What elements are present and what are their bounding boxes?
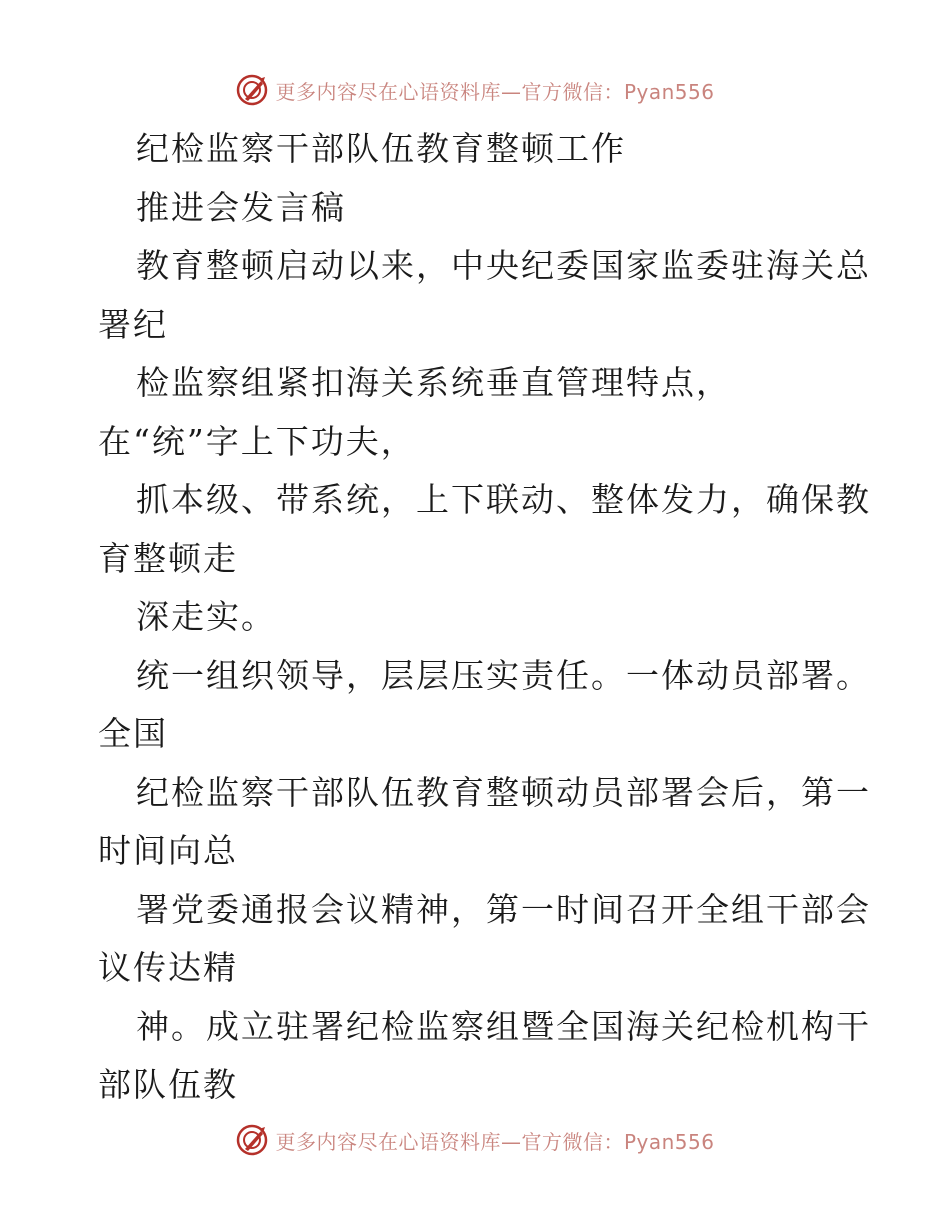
text-line: 议传达精: [98, 948, 238, 987]
text-line: 教育整顿启动以来，中央纪委国家监委驻海关总: [136, 246, 871, 285]
text-line: 统一组织领导，层层压实责任。一体动员部署。: [136, 655, 871, 695]
watermark-footer: [0, 1120, 950, 1160]
watermark-text: 更多内容尽在心语资料库—官方微信：Pyan556: [275, 79, 715, 104]
text-line: 抓本级、带系统，上下联动、整体发力，确保教: [136, 480, 871, 519]
brand-logo-icon: [235, 73, 269, 107]
text-line: 部队伍教: [98, 1065, 238, 1104]
text-line: 全国: [98, 714, 168, 753]
text-line: 纪检监察干部队伍教育整顿工作: [136, 129, 626, 168]
text-line: 深走实。: [136, 597, 276, 636]
watermark-header: [0, 70, 950, 110]
text-line: 署纪: [98, 304, 168, 344]
text-line: 时间向总: [98, 831, 238, 870]
text-line: 纪检监察干部队伍教育整顿动员部署会后，第一: [136, 772, 871, 812]
brand-logo-icon: [235, 1123, 269, 1157]
text-line: 署党委通报会议精神，第一时间召开全组干部会: [136, 889, 871, 929]
text-line: 育整顿走: [98, 538, 238, 578]
text-line: 在“统”字上下功夫，: [98, 421, 416, 461]
text-line: 神。成立驻署纪检监察组暨全国海关纪检机构干: [136, 1006, 871, 1046]
document-body: [98, 120, 871, 1115]
text-line: 推进会发言稿: [136, 187, 346, 227]
watermark-text: 更多内容尽在心语资料库—官方微信：Pyan556: [275, 1129, 715, 1154]
text-line: 检监察组紧扣海关系统垂直管理特点，: [136, 363, 731, 402]
